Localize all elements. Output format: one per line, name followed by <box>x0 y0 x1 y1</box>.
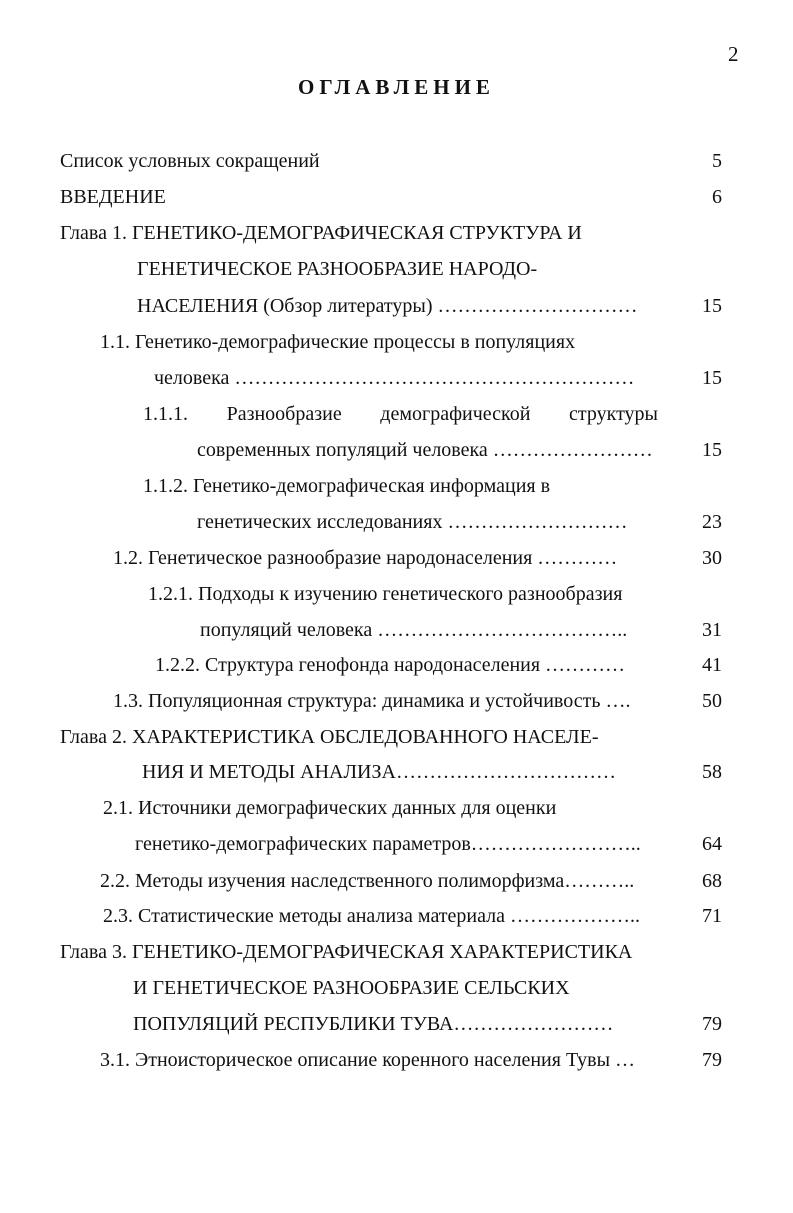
toc-page-number: 50 <box>702 690 722 712</box>
toc-entry-text: ВВЕДЕНИЕ <box>60 186 166 208</box>
toc-page-number: 31 <box>702 619 722 641</box>
toc-entry-text: 1.2.1. Подходы к изучению генетического разнообразия <box>148 583 623 605</box>
toc-entry-text: Глава 2. ХАРАКТЕРИСТИКА ОБСЛЕДОВАННОГО НАСЕЛЕ- <box>60 726 599 748</box>
toc-page-number: 5 <box>712 150 722 172</box>
toc-entry-text: ГЕНЕТИЧЕСКОЕ РАЗНООБРАЗИЕ НАРОДО- <box>137 258 538 280</box>
toc-entry-text: генетико-демографических параметров…………………….. <box>135 833 641 855</box>
toc-entry-text: ПОПУЛЯЦИЙ РЕСПУБЛИКИ ТУВА…………………… <box>133 1013 614 1035</box>
toc-entry-text: 2.2. Методы изучения наследственного полиморфизма……….. <box>100 870 635 892</box>
toc-entry-text: Глава 1. ГЕНЕТИКО-ДЕМОГРАФИЧЕСКАЯ СТРУКТУРА И <box>60 222 582 244</box>
toc-entry-text: 1.1.2. Генетико-демографическая информация в <box>143 475 551 497</box>
toc-page-number: 41 <box>702 654 722 676</box>
toc-page-number: 58 <box>702 761 722 783</box>
toc-page-number: 79 <box>702 1049 722 1071</box>
toc-entry-text: генетических исследованиях ……………………… <box>197 511 628 533</box>
toc-entry-text: 1.3. Популяционная структура: динамика и устойчивость …. <box>113 690 631 712</box>
toc-page-number: 64 <box>702 833 722 855</box>
toc-page-number: 6 <box>712 186 722 208</box>
toc-entry-text: 2.1. Источники демографических данных для оценки <box>103 797 557 819</box>
toc-page-number: 15 <box>702 439 722 461</box>
toc-entry-text: Глава 3. ГЕНЕТИКО-ДЕМОГРАФИЧЕСКАЯ ХАРАКТЕРИСТИКА <box>60 941 633 963</box>
toc-entry-text: 1.2.2. Структура генофонда народонаселения ………… <box>155 654 626 676</box>
toc-page-number: 68 <box>702 870 722 892</box>
toc-entry-text: 2.3. Статистические методы анализа материала ……………….. <box>103 905 641 927</box>
toc-entry-text: популяций человека ……………………………….. <box>200 619 628 641</box>
toc-entry-text: НАСЕЛЕНИЯ (Обзор литературы) ………………………… <box>137 295 638 317</box>
toc-page-number: 30 <box>702 547 722 569</box>
toc-entry-text: И ГЕНЕТИЧЕСКОЕ РАЗНООБРАЗИЕ СЕЛЬСКИХ <box>133 977 570 999</box>
toc-page-number: 23 <box>702 511 722 533</box>
toc-entry-text: Список условных сокращений <box>60 150 320 172</box>
page-title: ОГЛАВЛЕНИЕ <box>298 75 495 99</box>
toc-entry-text: человека …………………………………………………… <box>154 367 635 389</box>
page-number: 2 <box>728 42 739 66</box>
toc-entry-text: 1.2. Генетическое разнообразие народонаселения ………… <box>113 547 618 569</box>
toc-entry-text: современных популяций человека …………………… <box>197 439 653 461</box>
toc-entry-text: 1.1.1. Разнообразие демографической структуры <box>143 403 658 425</box>
toc-page-number: 15 <box>702 295 722 317</box>
toc-page-number: 15 <box>702 367 722 389</box>
toc-page-number: 71 <box>702 905 722 927</box>
toc-page-number: 79 <box>702 1013 722 1035</box>
toc-entry-text: 1.1. Генетико-демографические процессы в популяциях <box>100 331 576 353</box>
toc-entry-text: НИЯ И МЕТОДЫ АНАЛИЗА…………………………… <box>142 761 616 783</box>
toc-entry-text: 3.1. Этноисторическое описание коренного населения Тувы … <box>100 1049 636 1071</box>
